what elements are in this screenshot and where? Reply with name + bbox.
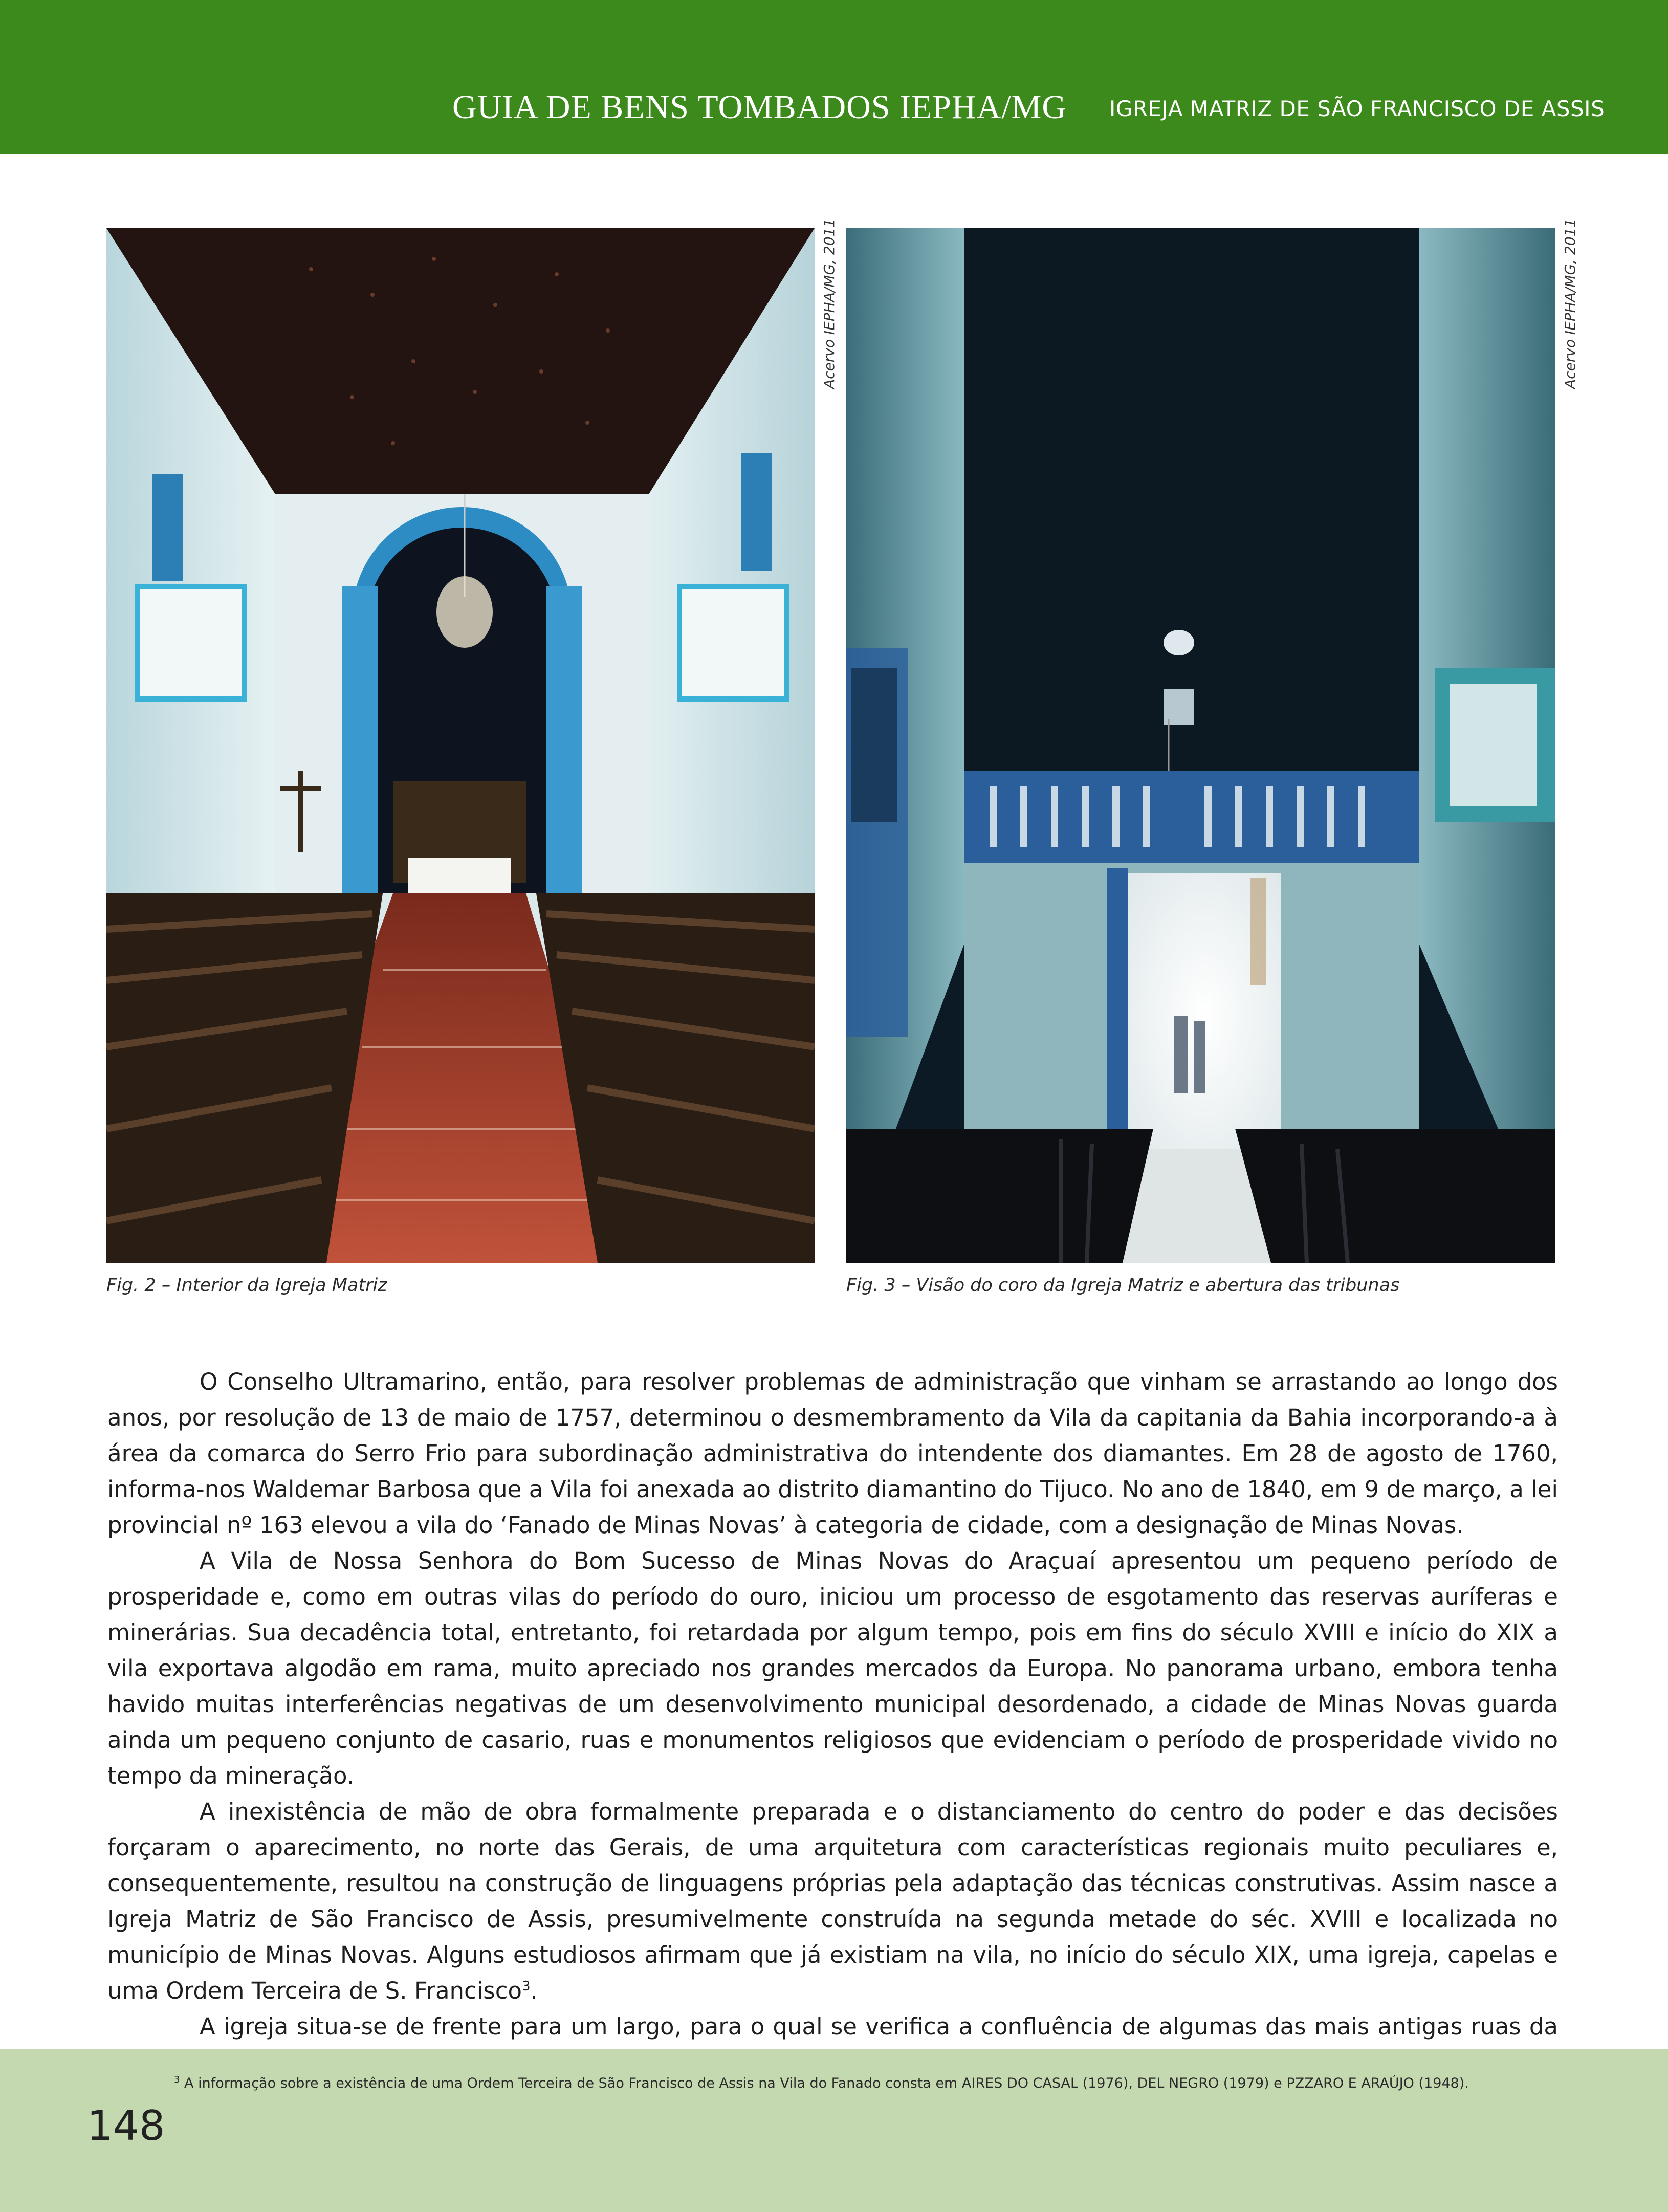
footnote bbox=[174, 2074, 1469, 2091]
photo-credit: Acervo IEPHA/MG, 2011 bbox=[1562, 218, 1578, 389]
section-title: IGREJA MATRIZ DE SÃO FRANCISCO DE ASSIS bbox=[1109, 96, 1605, 121]
footnote-text: A informação sobre a existência de uma Ordem Terceira de São Francisco de Assis na Vila do Fanado consta em AIRES DO CASAL (1976), DEL NEGRO (1979) e PZZARO E ARAÚJO (1948). bbox=[180, 2075, 1469, 2091]
paragraph bbox=[107, 1794, 1558, 2009]
paragraph: A Vila de Nossa Senhora do Bom Sucesso de Minas Novas do Araçuaí apresentou um pequeno período de prosperidade e, como em outras vilas do período do ouro, iniciou um processo de esgotamento das reservas auríferas e minerárias. Sua decadência total, entretanto, foi retardada por algum tempo, pois em fins do século XVIII e início do XIX a vila exportava algodão em rama, muito apreciado nos grandes mercados da Europa. No panorama urbano, embora tenha havido muitas interferências negativas de um desenvolvimento municipal desordenado, a cidade de Minas Novas guarda ainda um pequeno conjunto de casario, ruas e monumentos religiosos que evidenciam o período de prosperidade vivido no tempo da mineração. bbox=[107, 1547, 1558, 1789]
paragraph-end: . bbox=[530, 1977, 538, 2004]
publication-title: GUIA DE BENS TOMBADOS IEPHA/MG bbox=[452, 89, 1067, 126]
figure-2-photo bbox=[106, 228, 815, 1263]
paragraph: O Conselho Ultramarino, então, para resolver problemas de administração que vinham se arrastando ao longo dos anos, por resolução de 13 de maio de 1757, determinou o desmembramento da Vila da capitania da Bahia incorporando-a à área da comarca do Serro Frio para subordinação administrativa do intendente dos diamantes. Em 28 de agosto de 1760, informa-nos Waldemar Barbosa que a Vila foi anexada ao distrito diamantino do Tijuco. No ano de 1840, em 9 de março, a lei provincial nº 163 elevou a vila do ‘Fanado de Minas Novas’ à categoria de cidade, com a designação de Minas Novas. bbox=[107, 1368, 1558, 1539]
figure-2-caption: Fig. 2 – Interior da Igreja Matriz bbox=[106, 1275, 387, 1296]
paragraph-text: A inexistência de mão de obra formalmente preparada e o distanciamento do centro do poder e das decisões forçaram o aparecimento, no norte das Gerais, de uma arquitetura com características regionais muito peculiares e, consequentemente, resultou na construção de linguagens próprias pela adaptação das técnicas construtivas. Assim nasce a Igreja Matriz de São Francisco de Assis, presumivelmente construída na segunda metade do séc. XVIII e localizada no município de Minas Novas. Alguns estudiosos afirmam que já existiam na vila, no início do século XIX, uma igreja, capelas e uma Ordem Terceira de S. Francisco bbox=[107, 1798, 1558, 2004]
header-bar bbox=[0, 0, 1668, 154]
figure-3-photo bbox=[846, 228, 1555, 1263]
photo-credit: Acervo IEPHA/MG, 2011 bbox=[821, 218, 838, 389]
body-text bbox=[107, 1364, 1558, 2116]
footnote-reference: 3 bbox=[522, 1979, 531, 1994]
footer-band bbox=[0, 2049, 1668, 2212]
footnote-mark: 3 bbox=[174, 2074, 180, 2085]
figure-3-caption: Fig. 3 – Visão do coro da Igreja Matriz e abertura das tribunas bbox=[846, 1275, 1400, 1296]
paragraph: A igreja situa-se de frente para um largo, para o qual se verifica a confluência de algumas das mais antigas ruas da bbox=[200, 2013, 1558, 2040]
page-number: 148 bbox=[87, 2102, 165, 2150]
